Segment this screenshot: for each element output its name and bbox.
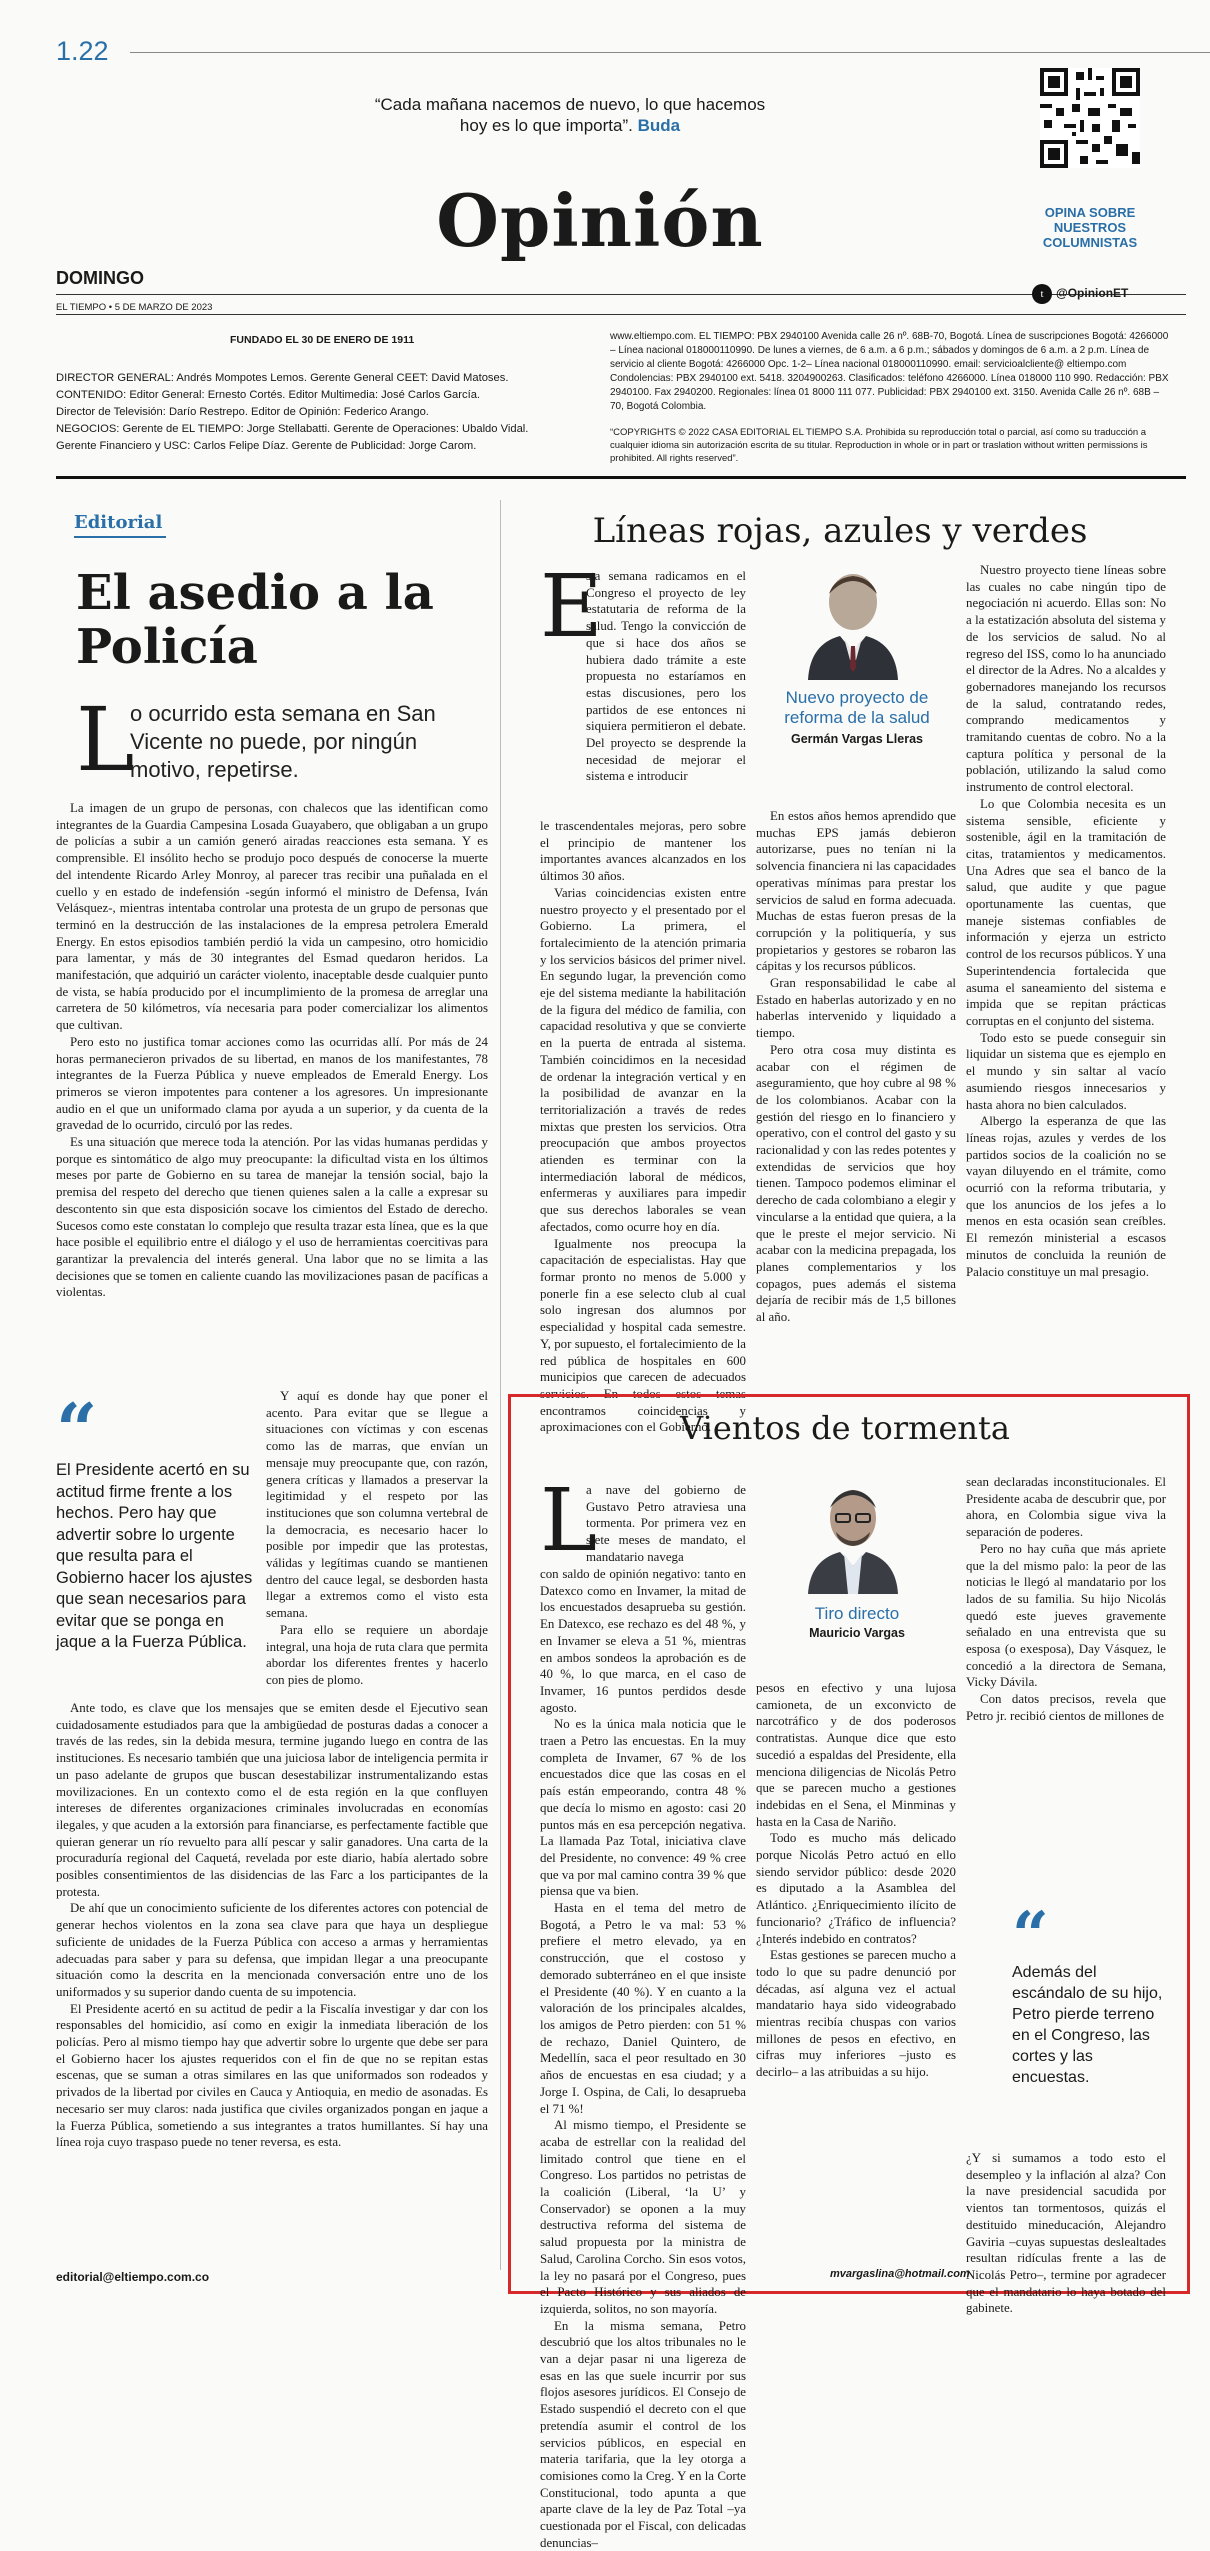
paragraph: Nuestro proyecto tiene líneas sobre las cuales no cabe ningún tipo de negociación ni acuerdo. Ellas son: No a la estatización absoluta del sistema y de los servicios de salud. No al regreso del ISS, como lo ha anunciado el director de la Adres. No a alcaldes y gobernadores manejando los recursos de la salud, contratando redes, comprando medicamentos y tramitando cuentas de cobro. No a la captura política y personal de la población, utilizando la salud como instrumento de control electoral. <box>966 563 1166 795</box>
paragraph: En estos años hemos aprendido que muchas EPS jamás debieron autorizarse, pues no tenían ni la solvencia financiera ni las capacidades operativas mínimas para prestar los servicios de salud en forma adecuada. Muchas de estas fueron presas de la corrupción y la politiquería, y sus propietarios y gestores se robaron las cápitas y los recursos públicos. <box>756 809 956 974</box>
editorial-body <box>56 800 488 1301</box>
page-number: 1.22 <box>56 36 109 66</box>
quote-text: “Cada mañana nacemos de nuevo, lo que hacemos hoy es lo que importa”. <box>374 95 766 135</box>
paragraph: Albergo la esperanza de que las líneas rojas, azules y verdes de los partidos socios de la coalición no se vayan diluyendo en el trámite, como ocurrió con la reforma tributaria, y que los anuncios de los jefes a lo menos en esta ocasión sean creíbles. El remezón ministerial a escasos minutos de concluida la reunión de Palacio constituye un mal presagio. <box>966 1114 1166 1279</box>
editorial-body-end <box>56 1700 488 2151</box>
paragraph: Gran responsabilidad le cabe al Estado en haberlas autorizado y en no haberlas intervenido y liquidado a tiempo. <box>756 976 956 1041</box>
paragraph: Varias coincidencias existen entre nuestro proyecto y el presentado por el Gobierno. La primera, el fortalecimiento de la atención primaria y los servicios básicos del primer nivel. En segundo lugar, la prevención como eje del sistema mediante la habilitación de la figura del médico de familia, con capacidad resolutiva y que se convierte en la puerta de entrada al sistema. También coincidimos en la necesidad de ordenar la integración vertical y en la posibilidad de avanzar en la territorialización a través de redes mixtas que presten los servicios. Otra preocupación que ambos proyectos atienden es terminar con la intermediación laboral de médicos, enfermeras y auxiliares para impedir que sus derechos laborales se vean afectados, como ocurre hoy en día. <box>540 885 746 1234</box>
column-author: Mauricio Vargas <box>809 1626 905 1640</box>
paragraph: ¿Y si sumamos a todo esto el desempleo y la inflación al alza? Con la nave presidencial sacudida por vientos tan tormentosos, quizás el destituido mineducación, Alejandro Gaviria –cuyas supuestas deslealtades resultan ridículas frente a las de Nicolás Petro–, termine por agradecer que el mandatario lo haya botado del gabinete. <box>966 2151 1166 2316</box>
qr-code-icon[interactable] <box>1040 68 1140 168</box>
column-subtitle: Tiro directo <box>814 1604 900 1623</box>
paragraph: El Presidente acertó en su actitud de pedir a la Fiscalía investigar y dar con los responsables del homicidio, así como en exigir la inmediata liberación de los policías. Pero al mismo tiempo hay que advertir sobre lo urgente que debe ser para el Gobierno hacer los ajustes requeridos con el fin de que no se repitan estas escenas, que se suman a otras similares en las que uniformados son rodeados y privados de la libertad por civiles en Cauca y Antioquia, en medio de asonadas. Es necesario ser muy claros: nada justifica que civiles organizados pongan en jaque a la Fuerza Pública, sometiendo a sus integrantes a tratos humillantes. Sí hay una línea roja cuyo traspaso puede no tener reversa, es esta. <box>56 2001 488 2150</box>
column-text <box>756 808 956 1326</box>
paragraph: De ahí que un conocimiento suficiente de los diferentes actores con potencial de generar hechos violentos en la zona sea clave para que haya un despliegue suficiente de unidades de la Fuerza Pública con acceso a armas y herramientas adecuadas para saber y para su defensa, que impidan llegar a una preocupante situación como la descrita en la mencionada conversación entre uno de los uniformados y su superior dando cuenta de su impotencia. <box>56 1901 488 1999</box>
column-title: Líneas rojas, azules y verdes <box>592 511 1088 551</box>
paragraph: Para ello se requiere un abordaje integral, una hoja de ruta clara que permita abordar los diferentes frentes y hacerlo con pies de plomo. <box>266 1622 488 1687</box>
column-text <box>540 818 746 1436</box>
editorial-lead: o ocurrido esta semana en San Vicente no puede, por ningún motivo, repetirse. <box>130 701 436 782</box>
editorial-body-continued <box>266 1388 488 1689</box>
paragraph: con saldo de opinión negativo: tanto en Datexco como en Invamer, la mitad de los encuestados desaprueba su gestión. En Datexco, ese rechazo es del 48 %, y en Invamer se eleva a 51 %, mientras en ambos sondeos la aprobación es de 40 %, lo que marca, en el caso de Invamer, 16 puntos perdidos desde agosto. <box>540 1567 746 1715</box>
paragraph: Con datos precisos, revela que Petro jr. recibió cientos de millones de <box>966 1692 1166 1723</box>
column-text: sta semana radicamos en el Congreso el proyecto de ley estatutaria de reforma de la salud. Tengo la convicción de que si hace dos años se hubiera dado trámite a este propuesta no estaríamos en estas discusiones, pero los partidos de ese entonces ni siquiera permitieron el debate. Del proyecto se desprende la necesidad de mejorar el sistema e introducir <box>586 569 746 784</box>
drop-cap: L <box>76 688 135 791</box>
column-title: Vientos de tormenta <box>680 1409 1010 1447</box>
date-line: EL TIEMPO • 5 DE MARZO DE 2023 <box>56 302 213 313</box>
paragraph: Y aquí es donde hay que poner el acento. Para evitar que se llegue a situaciones con víctimas y con escenas como las de marras, que envían un mensaje muy preocupante que, con razón, genera críticas y llamados a preservar la legitimidad y el respeto por las instituciones que son columna vertebral de la democracia, es necesario hacer lo posible por impedir que las protestas, válidas y legítimas cuando se mantienen dentro del cauce legal, se desborden hasta llegar a extremos como el visto esta semana. <box>266 1389 488 1621</box>
section-rule <box>56 476 1186 479</box>
staff-line: Gerente Financiero y USC: Carlos Felipe Díaz. Gerente de Publicidad: Jorge Carom. <box>56 440 477 452</box>
staff-line: NEGOCIOS: Gerente de EL TIEMPO: Jorge Stellabatti. Gerente de Operaciones: Ubaldo Vidal. <box>56 423 529 435</box>
staff-line: Director de Televisión: Darío Restrepo. Editor de Opinión: Federico Arango. <box>56 406 429 418</box>
staff-credits <box>56 370 586 455</box>
drop-cap: E <box>540 557 603 657</box>
paragraph: Ante todo, es clave que los mensajes que se emiten desde el Ejecutivo sean cuidadosamente estudiados para que la ambigüedad de posturas dadas a conocer a través de las redes, sin la debida mesura, termine jugando luego en contra de las instituciones. Es necesario también que una juiciosa labor de inteligencia permita ir un paso adelante de grupos que buscan desestabilizar instrumentalizando estas movilizaciones. En un contexto como el de esta región en la que confluyen intereses de diferentes organizaciones criminales involucradas en economías ilegales, y que acuden a la extorsión para financiarse, es perfectamente factible que quieran generar un río revuelto para allí pescar y salir ganadores. Una carta de la procuraduría regional del Caquetá, revelada por este diario, había alertado sobre posibles consentimientos de las disidencias de las Farc a los participantes de la protesta. <box>56 1701 488 1899</box>
author-photo <box>798 1476 908 1594</box>
paragraph: Al mismo tiempo, el Presidente se acaba de estrellar con la realidad del limitado control que tiene en el Congreso. Los partidos no petristas de la coalición (Liberal, ‘la U’ y Conservador) se oponen a la muy destructiva reforma del sistema de salud propuesta por la ministra de Salud, Carolina Corcho. Sin esos votos, la ley no pasará por el Congreso, pues el Pacto Histórico y sus aliados de izquierda, solitos, no son mayoría. <box>540 2118 746 2316</box>
staff-line: DIRECTOR GENERAL: Andrés Mompotes Lemos. Gerente General CEET: David Matoses. <box>56 372 509 384</box>
staff-line: CONTENIDO: Editor General: Ernesto Cortés. Editor Multimedia: José Carlos García. <box>56 389 481 401</box>
twitter-icon[interactable]: t <box>1032 284 1052 304</box>
editorial-label: Editorial <box>74 512 163 533</box>
section-masthead: Opinión <box>436 178 764 263</box>
header-rule-2 <box>56 314 1186 315</box>
pull-quote: Además del escándalo de su hijo, Petro pierde terreno en el Congreso, las cortes y las encuestas. <box>1012 1964 1163 2086</box>
paragraph: Pero otra cosa muy distinta es acabar con el régimen de aseguramiento, que hoy cubre al 98 % de los colombianos. Acabar con la gestión del riesgo en lo financiero y operativo, con el control del gasto y su racionalidad y con las redes potentes y extendidas de servicios que hoy tienen. Tampoco podemos eliminar el derecho de cada colombiano a elegir y vincularse a la entidad que quiera, a la que le preste el mejor servicio. Ni acabar con la medicina prepagada, los planes complementarios y los copagos, pues además el sistema dejaría de recibir más de 1,5 billones al año. <box>756 1042 956 1325</box>
column-text <box>540 1566 746 2551</box>
editorial-underline <box>74 536 166 538</box>
paragraph: Todo esto se puede conseguir sin liquidar un sistema que es ejemplo en el mundo y sin saltar al vacío asumiendo riesgos innecesarios y hasta ahora no bien calculados. <box>966 1030 1166 1112</box>
paragraph: No es la única mala noticia que le traen a Petro las encuestas. En la muy completa de Invamer, 67 % de los encuestados dice que las cosas en el país están empeorando, contra 48 % que decía lo mismo en agosto: casi 20 puntos más en esa percepción negativa. La llamada Paz Total, iniciativa clave del Presidente, no convence: 49 % cree que va por mal camino contra 39 % que piensa que va bien. <box>540 1717 746 1899</box>
paragraph: Hasta en el tema del metro de Bogotá, a Petro le va mal: 53 % prefiere el metro elevado, ya en construcción, que el costoso y demorado subterráneo en el que insiste el Presidente (40 %). Y en cuanto a la valoración de los principales alcaldes, los amigos de Petro pierden: con 51 % de rechazo, Daniel Quintero, de Medellín, saca el peor resultado en 30 años de encuestas en esa ciudad; y a Jorge I. Ospina, de Cali, lo desaprueba el 71 %! <box>540 1901 746 2116</box>
paragraph: pesos en efectivo y una lujosa camioneta, de un exconvicto de narcotráfico y de dos poderosos contratistas. Aunque dice que esto sucedió a espaldas del Presidente, ella menciona diligencias de Nicolás Petro que se parecen mucho a gestiones indebidas en el Sena, el Minminas y hasta en la Casa de Nariño. <box>756 1681 956 1829</box>
column-text <box>966 1474 1166 1725</box>
column-text <box>966 562 1166 1280</box>
header-rule <box>56 294 1186 295</box>
quote-mark-icon: “ <box>1012 1898 1049 1973</box>
column-divider <box>500 500 501 2270</box>
paragraph: sean declaradas inconstitucionales. El Presidente acaba de descubrir que, por ahora, en Colombia sigue viva la separación de poderes. <box>966 1475 1166 1540</box>
paragraph: Igualmente nos preocupa la capacitación de especialistas. Hay que formar pronto no menos de 5.000 y ponerle fin a ese selecto club al cual solo ingresan dos alumnos por especialidad y hospital cada semestre. Y, por supuesto, el fortalecimiento de la red pública de hospitales en 600 municipios que carecen de adecuados servicios. En todos estos temas encontramos coincidencias y aproximaciones con el Gobierno. <box>540 1236 746 1435</box>
paragraph: Pero esto no justifica tomar acciones como las ocurridas allí. Por más de 24 horas permanecieron privados de su libertad, en manos de los manifestantes, 78 integrantes de la Fuerza Pública y nueve empleados de Emerald Energy. Los primeros se vieron impotentes para contener a los agresores. Un impresionante audio en el que un uniformado clama por ayuda a un superior, y da cuenta de la gravedad de lo ocurrido, circuló por las redes. <box>56 1034 488 1133</box>
column-text <box>756 1680 956 2081</box>
top-rule <box>130 52 1210 53</box>
paragraph: Pero no hay cuña que más apriete que la del mismo palo: la peor de las noticias le llegó al mandatario por los lados de su familia. Su hijo Nicolás quedó este jueves gravemente señalado en una entrevista que su esposa (o exesposa), Day Vásquez, le concedió a la directora de Semana, Vicky Dávila. <box>966 1541 1166 1690</box>
drop-cap: L <box>540 1471 598 1571</box>
quote-mark-icon: “ <box>56 1387 98 1472</box>
paragraph: Estas gestiones se parecen mucho a todo lo que su padre denunció por décadas, así alguna vez el actual mandatario haya sido videograbado mientras recibía chuspas con varios millones de pesos en efectivo, en cifras muy inferiores –justo es decirlo– a las atribuidas a su hijo. <box>756 1948 956 2080</box>
paragraph: Lo que Colombia necesita es un sistema sensible, eficiente y sostenible, ágil en la tramitación de citas, tratamientos y medicamentos. Una Adres que sea el banco de la salud, que audite y que pague oportunamente las cuentas, que maneje sistemas confiables de información y ejerza un estricto control de los recursos públicos. Y una Superintendencia fortalecida que asuma el saneamiento del sistema e impida que se repitan prácticas corruptas en el conjunto del sistema. <box>966 796 1166 1028</box>
copyright-notice: “COPYRIGHTS © 2022 CASA EDITORIAL EL TIEMPO S.A. Prohibida su reproducción total o parcial, así como su traducción a cualquier idioma sin autorización escrita de su titular. Reproduction in whole or in part or traslation without written permissions is prohibited. All rights reserved”. <box>610 427 1148 464</box>
author-photo <box>798 560 908 680</box>
pull-quote: El Presidente acertó en su actitud firme frente a los hechos. Pero hay que advertir sobre lo urgente que resulta para el Gobierno hacer los ajustes que sean necesarios para evitar que se ponga en jaque a la Fuerza Pública. <box>56 1461 253 1651</box>
twitter-handle[interactable]: @OpinionET <box>1056 286 1129 300</box>
editorial-title: El asedio a la Policía <box>76 565 434 675</box>
contact-info: www.eltiempo.com. EL TIEMPO: PBX 2940100 Avenida calle 26 nº. 68B-70, Bogotá. Línea de suscripciones Bogotá: 4266000 – Línea nacional 018000110990. De lunes a viernes, de 6 a.m. a 6 p.m.; sábados y domingos de 6 a.m. a 2 p.m. Línea de servicio al cliente Bogotá: 4266000 Opc. 1-2– Línea nacional 018000110990. email: servicioalcliente@ eltiempo.com Condolencias: PBX 2940100 ext. 5418. 3204900263. Clasificados: teléfono 4266000. Línea 018000 110 990. Redacción: PBX 2940100. Fax 2940200. Regionales: línea 01 8000 111 077. Publicidad: PBX 2940100 ext. 3150. Avenida Calle 26 nº. 68B – 70, Bogotá Colombia. <box>610 331 1169 412</box>
qr-caption: OPINA SOBRE NUESTROS COLUMNISTAS <box>1042 205 1138 250</box>
author-email[interactable]: mvargaslina@hotmail.com <box>830 2268 970 2280</box>
header-quote <box>360 94 780 136</box>
column-subtitle: Nuevo proyecto de reforma de la salud <box>784 688 930 727</box>
editorial-email[interactable]: editorial@eltiempo.com.co <box>56 2270 210 2284</box>
column-text: a nave del gobierno de Gustavo Petro atraviesa una tormenta. Por primera vez en siete meses de mandato, el mandatario navega <box>586 1483 746 1564</box>
column-text <box>966 2150 1166 2317</box>
paragraph: le trascendentales mejoras, pero sobre el principio de mantener los importantes avances alcanzados en los últimos 30 años. <box>540 819 746 884</box>
paragraph: Todo es mucho más delicado porque Nicolás Petro actuó en ello siendo servidor público: desde 2020 es diputado a la Asamblea del Atlántico. ¿Enriquecimiento ilícito de funcionario? ¿Tráfico de influencia? ¿Interés indebido en contratos? <box>756 1831 956 1946</box>
column-author: Germán Vargas Lleras <box>790 732 924 746</box>
quote-author: Buda <box>637 116 681 135</box>
paragraph: En la misma semana, Petro descubrió que los altos tribunales no le van a dejar pasar ni una ligereza de esas en las que suele incurrir por sus flojos asesores jurídicos. El Consejo de Estado suspendió el decreto con el que pretendía asumir el control de los servicios públicos, en especial en materia tarifaria, que la ley otorga a comisiones como la Creg. Y en la Corte Constitucional, todo apunta a que aparte clave de la ley de Paz Total –ya cuestionada por el Fiscal, con delicadas denuncias– <box>540 2318 746 2550</box>
founded-line: FUNDADO EL 30 DE ENERO DE 1911 <box>230 334 415 346</box>
paragraph: La imagen de un grupo de personas, con chalecos que las identifican como integrantes de la Guardia Campesina Losada Guayabero, que obligaban a un grupo de policías a subir a un camión generó airadas reacciones esta semana. Y es comprensible. El insólito hecho se produjo poco después de conocerse la muerte del intendente Ricardo Arley Monroy, al parecer tras recibir una puñalada en el cuello y en estado de indefensión -según informó el ministro de Defensa, Iván Velásquez-, mientras intentaba controlar una protesta de un grupo de personas que terminó en la destrucción de las instalaciones de la empresa petrolera Emerald Energy. En estos episodios también perdió la vida un campesino, otro homicidio para lamentar, y más de 30 integrantes del Esmad quedaron heridos. La manifestación, que adquirió un carácter violento, inaceptable desde cualquier punto de vista, se había producido por el incumplimiento de la promesa de arreglar una carretera de 50 kilómetros, vía necesaria para poder comercializar los alimentos que cultivan. <box>56 801 488 1033</box>
paragraph: Es una situación que merece toda la atención. Por las vidas humanas perdidas y porque es sintomático de algo muy preocupante: la dificultad vista en los últimos meses por parte de Gobierno en su tarea de manejar la tensión social, bajo la premisa del respeto del derecho que tienen quienes salen a la calle a expresar su descontento sin que esta disposición socave los cimientos del Estado de derecho. Sucesos como este constatan lo complejo que resulta trazar esta línea, que es la que hace posible el equilibrio entre el diálogo y el uso de herramientas coercitivas para garantizar la prevalencia del interés general. Una labor que no se limita a las decisiones que se tomen en caliente cuando las movilizaciones pasan de pacíficas a violentas. <box>56 1135 488 1300</box>
day-label: DOMINGO <box>56 268 144 288</box>
